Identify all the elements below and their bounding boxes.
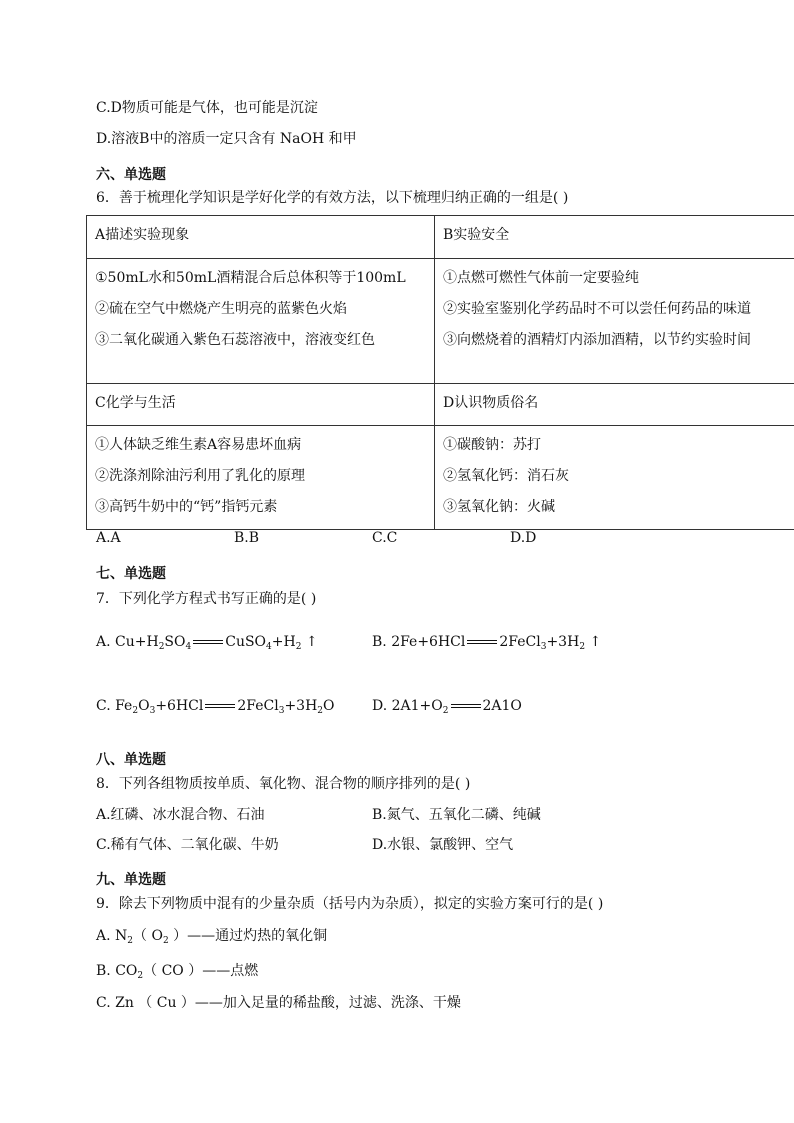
q9-a-text: ——通过灼热的氧化铜 [187,928,328,944]
b-item: ③向燃烧着的酒精灯内添加酒精，以节约实验时间 [443,332,751,348]
c-item: ③高钙牛奶中的“钙”指钙元素 [95,499,278,515]
q6-option-c[interactable]: C.C [372,530,398,546]
q6-option-a[interactable]: A.A [96,530,121,546]
q6-option-b[interactable]: B.B [234,530,260,546]
section-8-title: 八、单选题 [96,752,166,768]
question-6-stem: 6．善于梳理化学知识是学好化学的有效方法，以下梳理归纳正确的一组是( ) [96,190,569,206]
question-7-stem: 7．下列化学方程式书写正确的是( ) [96,591,317,607]
q9-option-b[interactable]: B. $CO_2$（ CO ）——点燃 [96,963,259,981]
cell-c-items [87,426,435,530]
q6-option-d[interactable]: D.D [510,530,537,546]
c-item: ②洗涤剂除油污利用了乳化的原理 [95,468,305,484]
b-item: ①点燃可燃性气体前一定要验纯 [443,270,639,286]
c-item: ①人体缺乏维生素A容易患坏血病 [95,437,302,453]
q8-option-d[interactable]: D.水银、氯酸钾、空气 [372,837,514,853]
cell-d-head: D认识物质俗名 [435,384,794,426]
question-8-stem: 8．下列各组物质按单质、氧化物、混合物的顺序排列的是( ) [96,776,471,792]
cell-b-items [435,259,794,384]
q8-option-b[interactable]: B.氮气、五氧化二磷、纯碱 [372,807,541,823]
d-item: ②氢氧化钙：消石灰 [443,468,569,484]
option-c-prev: C.D物质可能是气体，也可能是沉淀 [96,100,318,116]
q7-option-c[interactable]: C. $Fe_2O_3+6HCl$ $2FeCl_3+3H_2O$ [96,698,335,716]
cell-a-items [87,259,435,384]
q9-option-a[interactable]: A. $N_2$（ $O_2$ ）——通过灼热的氧化铜 [96,928,328,946]
question-9-stem: 9．除去下列物质中混有的少量杂质（括号内为杂质），拟定的实验方案可行的是( ) [96,896,604,912]
section-7-title: 七、单选题 [96,566,166,582]
section-9-title: 九、单选题 [96,872,166,888]
q7-option-a[interactable]: A. $Cu+H_2SO_4$ $CuSO_4+H_2$ ↑ [96,634,318,652]
d-item: ③氢氧化钠：火碱 [443,499,555,515]
question-6-table [86,215,794,530]
option-d-prev: D.溶液B中的溶质一定只含有 NaOH 和甲 [96,131,357,147]
cell-a-head: A描述实验现象 [87,216,435,259]
a-item: ①50mL水和50mL酒精混合后总体积等于100mL [95,270,406,286]
a-item: ②硫在空气中燃烧产生明亮的蓝紫色火焰 [95,301,347,317]
b-item: ②实验室鉴别化学药品时不可以尝任何药品的味道 [443,301,751,317]
d-item: ①碳酸钠：苏打 [443,437,541,453]
cell-c-head: C化学与生活 [87,384,435,426]
cell-d-items [435,426,794,530]
a-item: ③二氧化碳通入紫色石蕊溶液中，溶液变红色 [95,332,375,348]
cell-b-head: B实验安全 [435,216,794,259]
section-6-title: 六、单选题 [96,167,166,183]
q8-option-a[interactable]: A.红磷、冰水混合物、石油 [96,807,265,823]
q8-option-c[interactable]: C.稀有气体、二氧化碳、牛奶 [96,837,279,853]
q9-option-c[interactable]: C. Zn （ Cu ）——加入足量的稀盐酸，过滤、洗涤、干燥 [96,995,461,1011]
q7-option-b[interactable]: B. 2Fe+6HCl $2FeCl_3+3H_2$ ↑ [372,634,602,652]
q7-option-d[interactable]: D. $2A1+O_2$ 2A1O [372,698,522,716]
q9-b-text: ——点燃 [202,963,259,979]
